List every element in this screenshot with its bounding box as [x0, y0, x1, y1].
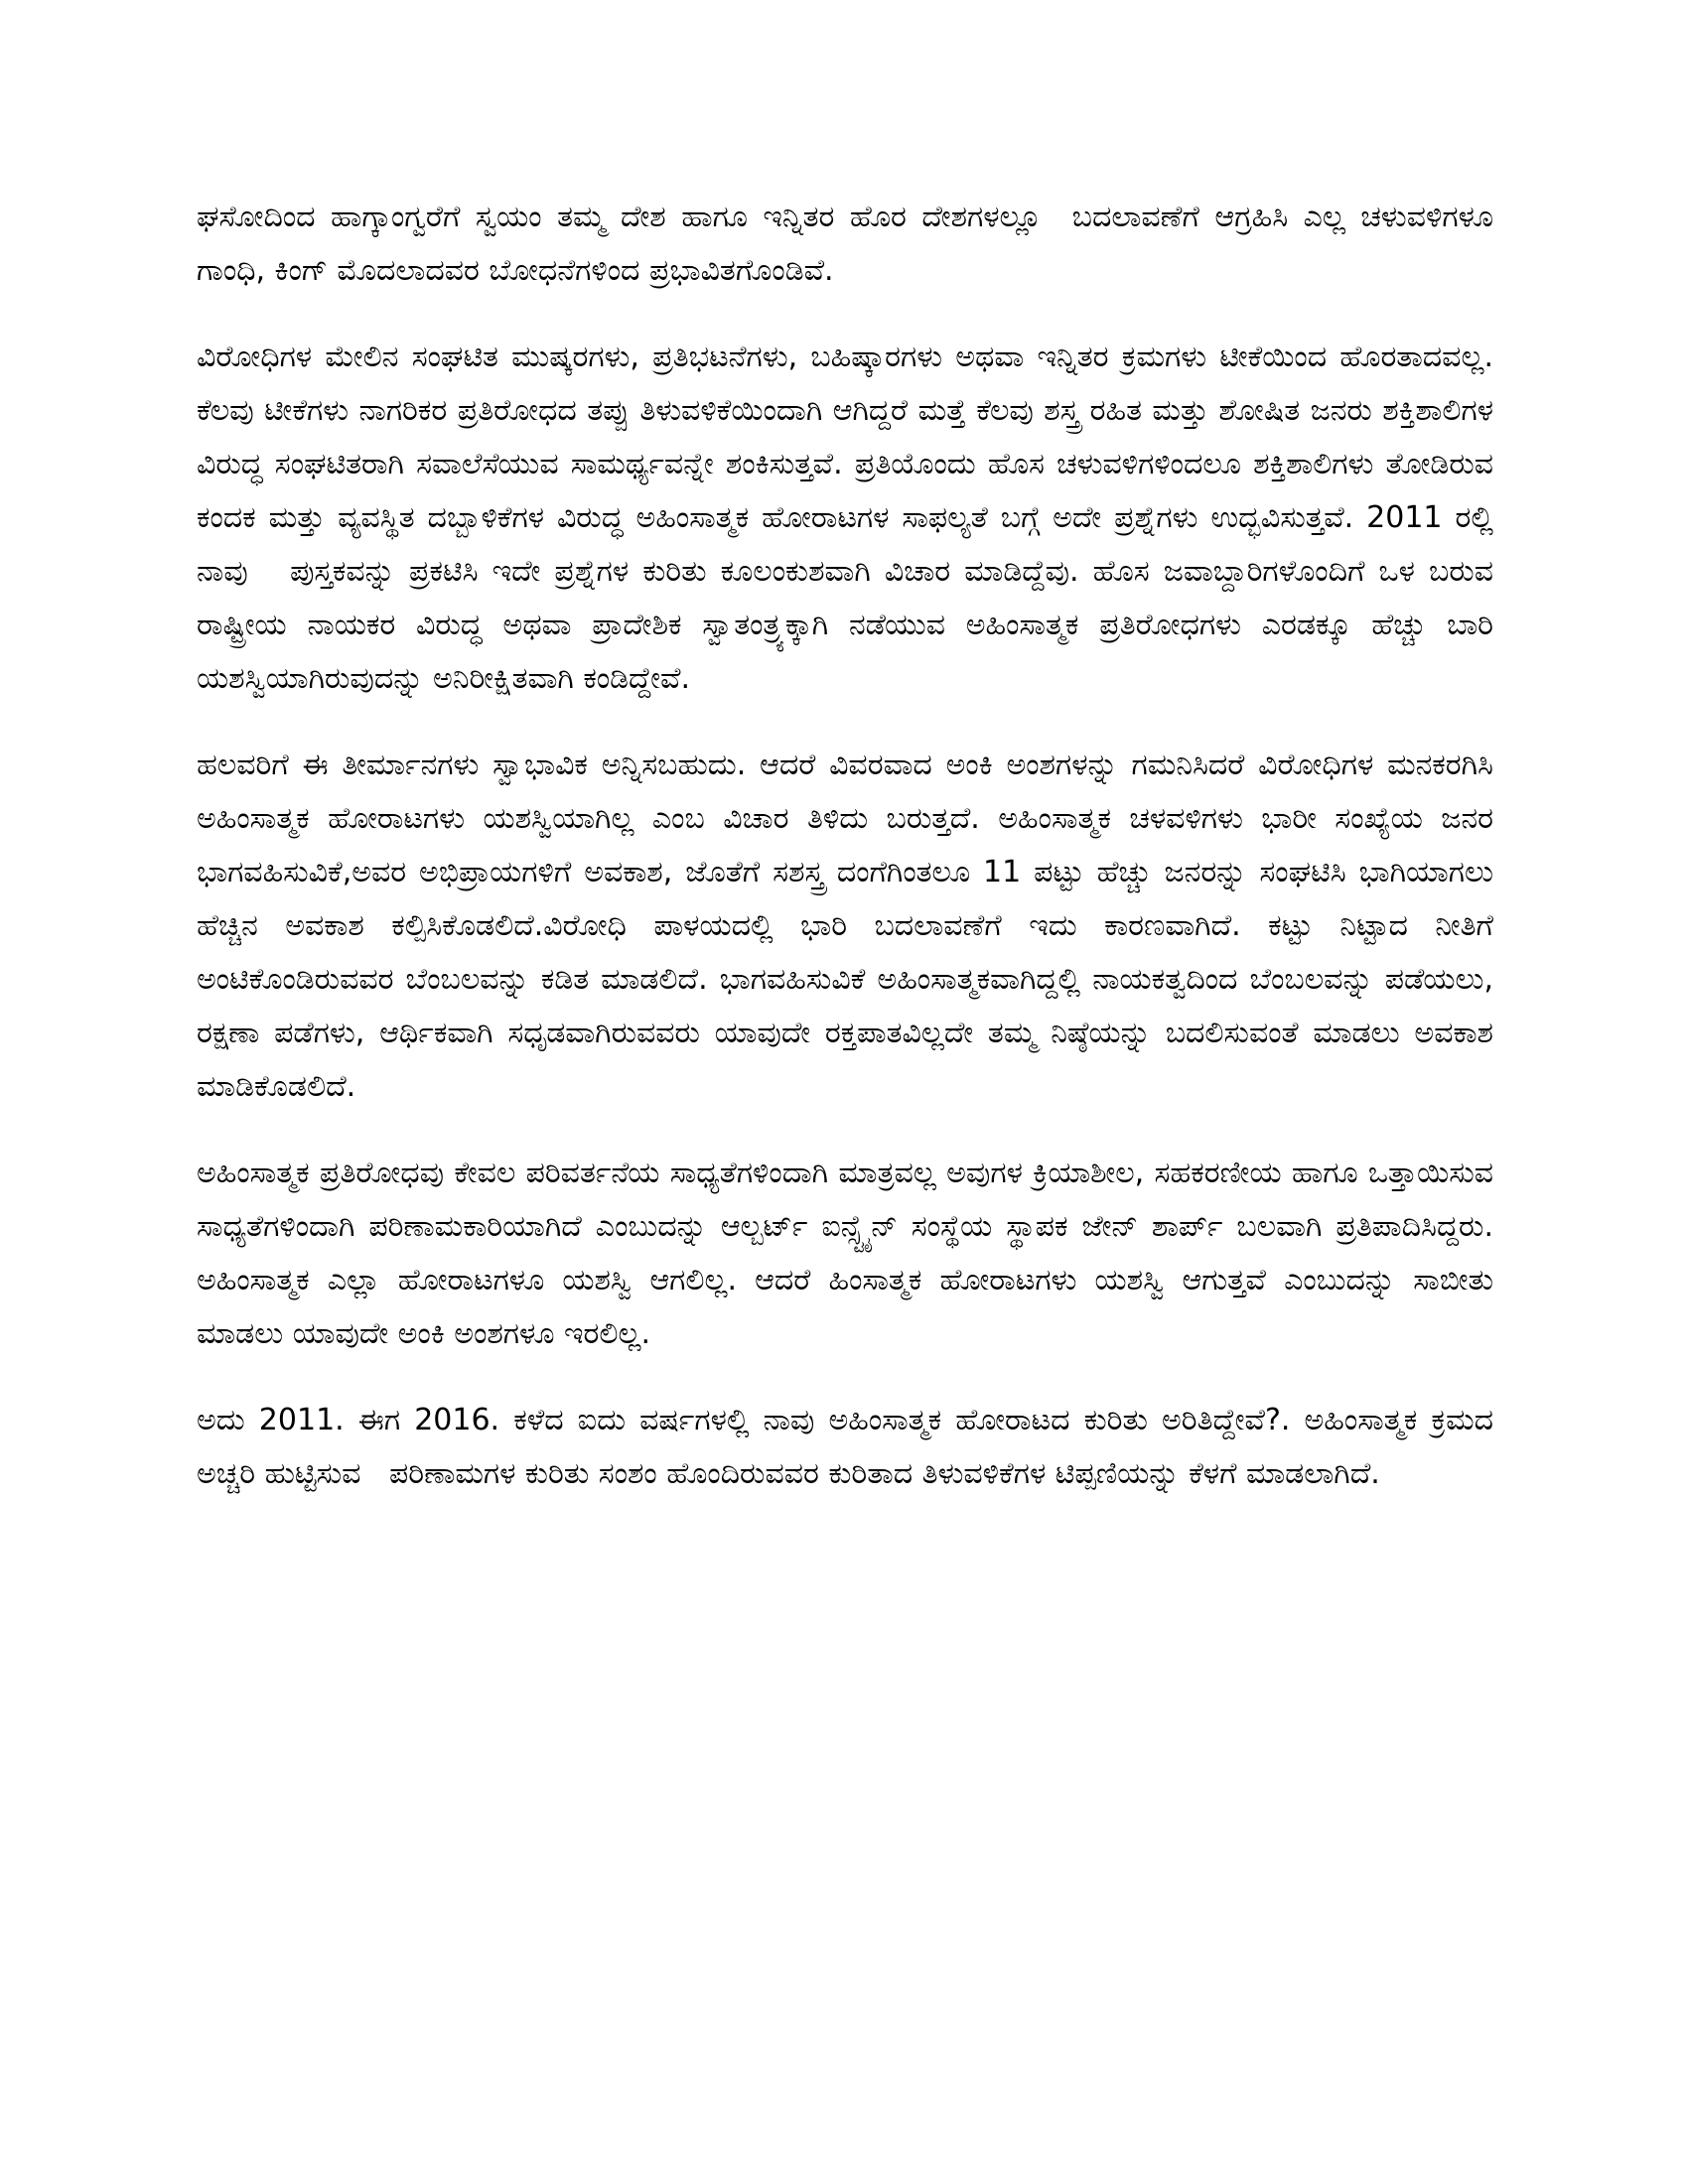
paragraph-4: ಅಹಿಂಸಾತ್ಮಕ ಪ್ರತಿರೋಧವು ಕೇವಲ ಪರಿವರ್ತನೆಯ ಸಾಧ್ಯತೆಗಳಿಂದಾಗಿ ಮಾತ್ರವಲ್ಲ ಅವುಗಳ ಕ್ರಿಯಾಶೀಲ, ಸಹಕರಣೀಯ ಹಾಗೂ ಒತ್ತಾಯಿಸುವ ಸಾಧ್ಯತೆಗಳಿಂದಾಗಿ ಪರಿಣಾಮಕಾರಿಯಾಗಿದೆ ಎಂಬುದನ್ನು ಆಲ್ಬರ್ಟ್ ಐನ್ಸ್ಟೈನ್ ಸಂಸ್ಥೆಯ ಸ್ಥಾಪಕ ಜೇನ್ ಶಾರ್ಪ್ ಬಲವಾಗಿ ಪ್ರತಿಪಾದಿಸಿದ್ದರು. ಅಹಿಂಸಾತ್ಮಕ ಎಲ್ಲಾ ಹೋರಾಟಗಳೂ ಯಶಸ್ವಿ ಆಗಲಿಲ್ಲ. ಆದರೆ ಹಿಂಸಾತ್ಮಕ ಹೋರಾಟಗಳು ಯಶಸ್ವಿ ಆಗುತ್ತವೆ ಎಂಬುದನ್ನು ಸಾಬೀತು ಮಾಡಲು ಯಾವುದೇ ಅಂಕಿ ಅಂಶಗಳೂ ಇರಲಿಲ್ಲ.: [197, 1156, 1503, 1351]
paragraph-2: ವಿರೋಧಿಗಳ ಮೇಲಿನ ಸಂಘಟಿತ ಮುಷ್ಕರಗಳು, ಪ್ರತಿಭಟನೆಗಳು, ಬಹಿಷ್ಕಾರಗಳು ಅಥವಾ ಇನ್ನಿತರ ಕ್ರಮಗಳು ಟೀಕೆಯಿಂದ ಹೊರತಾದವಲ್ಲ. ಕೆಲವು ಟೀಕೆಗಳು ನಾಗರಿಕರ ಪ್ರತಿರೋಧದ ತಪ್ಪು ತಿಳುವಳಿಕೆಯಿಂದಾಗಿ ಆಗಿದ್ದರೆ ಮತ್ತೆ ಕೆಲವು ಶಸ್ತ್ರ ರಹಿತ ಮತ್ತು ಶೋಷಿತ ಜನರು ಶಕ್ತಿಶಾಲಿಗಳ ವಿರುದ್ಧ ಸಂಘಟಿತರಾಗಿ ಸವಾಲೆಸೆಯುವ ಸಾಮರ್ಥ್ಯವನ್ನೇ ಶಂಕಿಸುತ್ತವೆ. ಪ್ರತಿಯೊಂದು ಹೊಸ ಚಳುವಳಿಗಳಿಂದಲೂ ಶಕ್ತಿಶಾಲಿಗಳು ತೋಡಿರುವ ಕಂದಕ ಮತ್ತು ವ್ಯವಸ್ಥಿತ ದಬ್ಬಾಳಿಕೆಗಳ ವಿರುದ್ಧ ಅಹಿಂಸಾತ್ಮಕ ಹೋರಾಟಗಳ ಸಾಫಲ್ಯತೆ ಬಗ್ಗೆ ಅದೇ ಪ್ರಶ್ನೆಗಳು ಉದ್ಭವಿಸುತ್ತವೆ. 2011 ರಲ್ಲಿ ನಾವು ಪುಸ್ತಕವನ್ನು ಪ್ರಕಟಿಸಿ ಇದೇ ಪ್ರಶ್ನೆಗಳ ಕುರಿತು ಕೂಲಂಕುಶವಾಗಿ ವಿಚಾರ ಮಾಡಿದ್ದೆವು. ಹೊಸ ಜವಾಬ್ದಾರಿಗಳೊಂದಿಗೆ ಒಳ ಬರುವ ರಾಷ್ಟ್ರೀಯ ನಾಯಕರ ವಿರುದ್ಧ ಅಥವಾ ಪ್ರಾದೇಶಿಕ ಸ್ವಾತಂತ್ರ್ಯಕ್ಕಾಗಿ ನಡೆಯುವ ಅಹಿಂಸಾತ್ಮಕ ಪ್ರತಿರೋಧಗಳು ಎರಡಕ್ಕೂ ಹೆಚ್ಚು ಬಾರಿ ಯಶಸ್ವಿಯಾಗಿರುವುದನ್ನು ಅನಿರೀಕ್ಷಿತವಾಗಿ ಕಂಡಿದ್ದೇವೆ.: [197, 340, 1513, 696]
paragraph-5: ಅದು 2011. ಈಗ 2016. ಕಳೆದ ಐದು ವರ್ಷಗಳಲ್ಲಿ ನಾವು ಅಹಿಂಸಾತ್ಮಕ ಹೋರಾಟದ ಕುರಿತು ಅರಿತಿದ್ದೇವೆ?. ಅಹಿಂಸಾತ್ಮಕ ಕ್ರಮದ ಅಚ್ಚರಿ ಹುಟ್ಟಿಸುವ ಪರಿಣಾಮಗಳ ಕುರಿತು ಸಂಶಂ ಹೊಂದಿರುವವರ ಕುರಿತಾದ ತಿಳುವಳಿಕೆಗಳ ಟಿಪ್ಪಣಿಯನ್ನು ಕೆಳಗೆ ಮಾಡಲಾಗಿದೆ.: [197, 1403, 1503, 1491]
paragraph-1: ಘಸೋದಿಂದ ಹಾಗ್ಕಾಂಗ್ವರೆಗೆ ಸ್ವಯಂ ತಮ್ಮ ದೇಶ ಹಾಗೂ ಇನ್ನಿತರ ಹೊರ ದೇಶಗಳಲ್ಲೂ ಬದಲಾವಣೆಗೆ ಆಗ್ರಹಿಸಿ ಎಲ್ಲ ಚಳುವಳಿಗಳೂ ಗಾಂಧಿ, ಕಿಂಗ್ ಮೊದಲಾದವರ ಬೋಧನೆಗಳಿಂದ ಪ್ರಭಾವಿತಗೊಂಡಿವೆ.: [197, 200, 1503, 288]
document-body: [197, 191, 1513, 1534]
paragraph-3: ಹಲವರಿಗೆ ಈ ತೀರ್ಮಾನಗಳು ಸ್ವಾಭಾವಿಕ ಅನ್ನಿಸಬಹುದು. ಆದರೆ ವಿವರವಾದ ಅಂಕಿ ಅಂಶಗಳನ್ನು ಗಮನಿಸಿದರೆ ವಿರೋಧಿಗಳ ಮನಕರಗಿಸಿ ಅಹಿಂಸಾತ್ಮಕ ಹೋರಾಟಗಳು ಯಶಸ್ವಿಯಾಗಿಲ್ಲ ಎಂಬ ವಿಚಾರ ತಿಳಿದು ಬರುತ್ತದೆ. ಅಹಿಂಸಾತ್ಮಕ ಚಳವಳಿಗಳು ಭಾರೀ ಸಂಖ್ಯೆಯ ಜನರ ಭಾಗವಹಿಸುವಿಕೆ,ಅವರ ಅಭಿಪ್ರಾಯಗಳಿಗೆ ಅವಕಾಶ, ಜೊತೆಗೆ ಸಶಸ್ತ್ರ ದಂಗೆಗಿಂತಲೂ 11 ಪಟ್ಟು ಹೆಚ್ಚು ಜನರನ್ನು ಸಂಘಟಿಸಿ ಭಾಗಿಯಾಗಲು ಹೆಚ್ಚಿನ ಅವಕಾಶ ಕಲ್ಪಿಸಿಕೊಡಲಿದೆ.ವಿರೋಧಿ ಪಾಳಯದಲ್ಲಿ ಭಾರಿ ಬದಲಾವಣೆಗೆ ಇದು ಕಾರಣವಾಗಿದೆ. ಕಟ್ಟು ನಿಟ್ಟಾದ ನೀತಿಗೆ ಅಂಟಿಕೊಂಡಿರುವವರ ಬೆಂಬಲವನ್ನು ಕಡಿತ ಮಾಡಲಿದೆ. ಭಾಗವಹಿಸುವಿಕೆ ಅಹಿಂಸಾತ್ಮಕವಾಗಿದ್ದಲ್ಲಿ ನಾಯಕತ್ವದಿಂದ ಬೆಂಬಲವನ್ನು ಪಡೆಯಲು, ರಕ್ಷಣಾ ಪಡೆಗಳು, ಆರ್ಥಿಕವಾಗಿ ಸಧೃಡವಾಗಿರುವವರು ಯಾವುದೇ ರಕ್ತಪಾತವಿಲ್ಲದೇ ತಮ್ಮ ನಿಷ್ಠೆಯನ್ನು ಬದಲಿಸುವಂತೆ ಮಾಡಲು ಅವಕಾಶ ಮಾಡಿಕೊಡಲಿದೆ.: [197, 748, 1503, 1104]
